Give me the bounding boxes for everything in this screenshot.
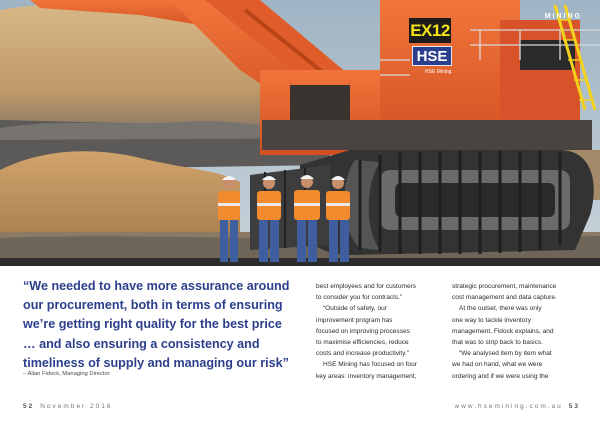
body-line: costs and increase productivity.” [316, 350, 410, 358]
body-line: ordering and if we were using the [452, 372, 549, 380]
body-line: we had on hand, what we were [452, 361, 543, 369]
quote-attribution: – Allan Fidock, Managing Director [23, 371, 110, 377]
footer-right [454, 403, 580, 410]
pull-quote-line: timeliness of supply and managing our risk” [23, 355, 289, 370]
issue-date: November 2016 [40, 403, 113, 410]
machine-number-plate: EX12 [409, 18, 451, 43]
pull-quote [23, 277, 290, 373]
pull-quote-line: we’re getting right quality for the best price [23, 317, 282, 332]
body-line: key areas: inventory management, [316, 372, 417, 380]
body-column-1 [316, 281, 444, 382]
machine-hse-logo-sub: HSE Mining [425, 69, 452, 75]
body-line: improvement program has [316, 316, 393, 324]
footer-left [23, 403, 112, 410]
body-line: HSE Mining has focused on four [323, 361, 417, 369]
left-page-number: 52 [23, 403, 35, 410]
machine-hse-logo: HSE [412, 46, 452, 66]
pull-quote-line: our procurement, both in terms of ensuring [23, 298, 283, 313]
body-line: strategic procurement, maintenance [452, 283, 557, 290]
body-line: to consider you for contracts.” [316, 294, 403, 302]
body-line: to maximise efficiencies, reduce [316, 339, 409, 347]
body-line: focused on improving processes [316, 327, 410, 335]
pull-quote-line: … and also ensuring a consistency and [23, 336, 260, 351]
body-column-2 [452, 281, 580, 382]
body-line: cost management and data capture. [452, 294, 557, 302]
right-page-number: 53 [568, 403, 580, 410]
body-line: “Outside of safety, our [323, 305, 387, 313]
section-tag: MINING [544, 13, 582, 20]
body-line: At the outset, there was only [459, 305, 542, 313]
body-line: best employees and for customers [316, 283, 417, 290]
body-line: “We analysed item by item what [459, 350, 552, 358]
body-line: that was to strip back to basics. [452, 339, 543, 347]
website-url[interactable]: www.hsemining.com.au [454, 403, 563, 410]
pull-quote-line: “We needed to have more assurance around [23, 279, 290, 293]
body-line: management, Fidock explains, and [452, 327, 554, 335]
body-line: one way to tackle inventory [452, 316, 531, 324]
